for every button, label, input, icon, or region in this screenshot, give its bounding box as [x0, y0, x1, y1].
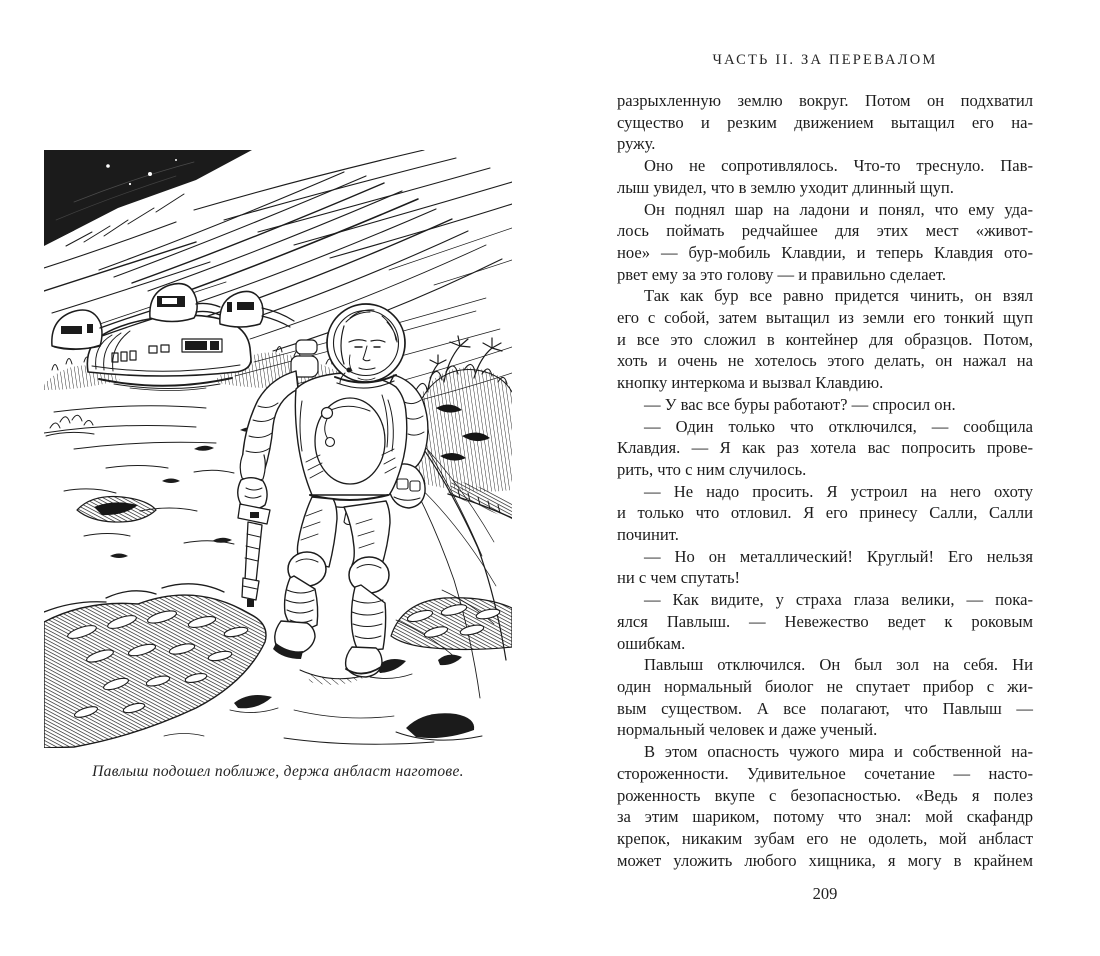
page-number: 209 [812, 884, 838, 904]
illustration-caption: Павлыш подошел поближе, держа анбласт наготове. [92, 763, 464, 780]
paragraph [617, 416, 1033, 481]
text-line: его с собой, затем вытащил из земли его тонкий щуп [617, 308, 1033, 328]
text-line: лыш увидел, что в землю уходит длинный щуп. [617, 177, 954, 197]
text-line: рить, что с ним случилось. [617, 459, 807, 479]
paragraph [617, 199, 1033, 286]
text-line: стороженности. Удивительное сочетание — насто- [617, 763, 1033, 783]
text-line: — Как видите, у страха глаза велики, — пока- [644, 590, 1033, 610]
text-line: — У вас все буры работают? — спросил он. [644, 394, 956, 414]
starfield-wedge [44, 150, 252, 246]
rocks-right [391, 598, 512, 650]
text-line: В этом опасность чужого мира и собственной на- [644, 742, 1033, 762]
rocks-lower-left [44, 584, 266, 748]
text-line: Так как бур все равно придется чинить, он взял [644, 286, 1033, 306]
paragraph [617, 654, 1033, 741]
text-line: Павлыш отключился. Он был зол на себя. Ни [644, 655, 1033, 675]
text-line: — Не надо просить. Я устроил на него охоту [644, 481, 1033, 501]
paragraph [617, 285, 1033, 394]
text-line: и все это сложил в контейнер для образцов. Потом, [617, 329, 1033, 349]
paragraph [617, 546, 1033, 589]
page-right [617, 52, 1033, 904]
text-line: роженность вкупе с безопасностью. «Ведь я полез [617, 785, 1033, 805]
text-line: — Но он металлический! Круглый! Его нельзя [644, 546, 1033, 566]
text-line: Он поднял шар на ладони и понял, что ему уда- [644, 199, 1033, 219]
text-line: нормальный человек и даже ученый. [617, 720, 878, 740]
text-line: может уложить любого хищника, я могу в крайнем [617, 850, 1033, 870]
paragraph [617, 394, 1033, 416]
text-line: починит. [617, 525, 679, 545]
paragraph [617, 481, 1033, 546]
illustration-pavlysh-walking [44, 150, 512, 748]
text-line: ялся Павлыш. — Невежество ведет к роковым [617, 611, 1033, 631]
figure [44, 150, 512, 781]
text-line: лось поймать редчайшее для этих мест «живот- [617, 221, 1033, 241]
text-line: существо и резким движением вытащил его на- [617, 112, 1033, 132]
text-line: и только что отловил. Я его принесу Салли, Салли [617, 503, 1033, 523]
text-line: разрыхленную землю вокруг. Потом он подхватил [617, 91, 1033, 110]
text-line: рвет ему за это голову — и правильно сделает. [617, 264, 947, 284]
body-text [617, 90, 1033, 871]
text-line: за этим шариком, потому что знал: мой скафандр [617, 807, 1033, 827]
text-line: ружу. [617, 134, 656, 154]
anblast-gun [238, 504, 270, 607]
page-left [44, 150, 512, 781]
paragraph [617, 155, 1033, 198]
text-line: хоть и очень не хотелось этого делать, он нажал на [617, 351, 1033, 371]
text-line: крепок, никаким зубам его не одолеть, мой анбласт [617, 828, 1033, 848]
text-line: кнопку интеркома и вызвал Клавдию. [617, 373, 884, 393]
text-line: — Один только что отключился, — сообщила [644, 416, 1033, 436]
text-line: вым существом. А все полагают, что Павлыш — [617, 698, 1033, 718]
paragraph [617, 90, 1033, 155]
running-head: ЧАСТЬ II. ЗА ПЕРЕВАЛОМ [712, 52, 938, 68]
text-line: Клавдия. — Я как раз хотела вас попросить прове- [617, 438, 1033, 458]
text-line: Оно не сопротивлялось. Что-то треснуло. Пав- [644, 156, 1033, 176]
paragraph [617, 589, 1033, 654]
paragraph [617, 741, 1033, 871]
text-line: один нормальный биолог не спутает прибор с жи- [617, 676, 1033, 696]
text-line: ное» — бур-мобиль Клавдии, и теперь Клавдия ото- [617, 242, 1033, 262]
text-line: ни с чем спутать! [617, 568, 741, 588]
text-line: ошибкам. [617, 633, 686, 653]
